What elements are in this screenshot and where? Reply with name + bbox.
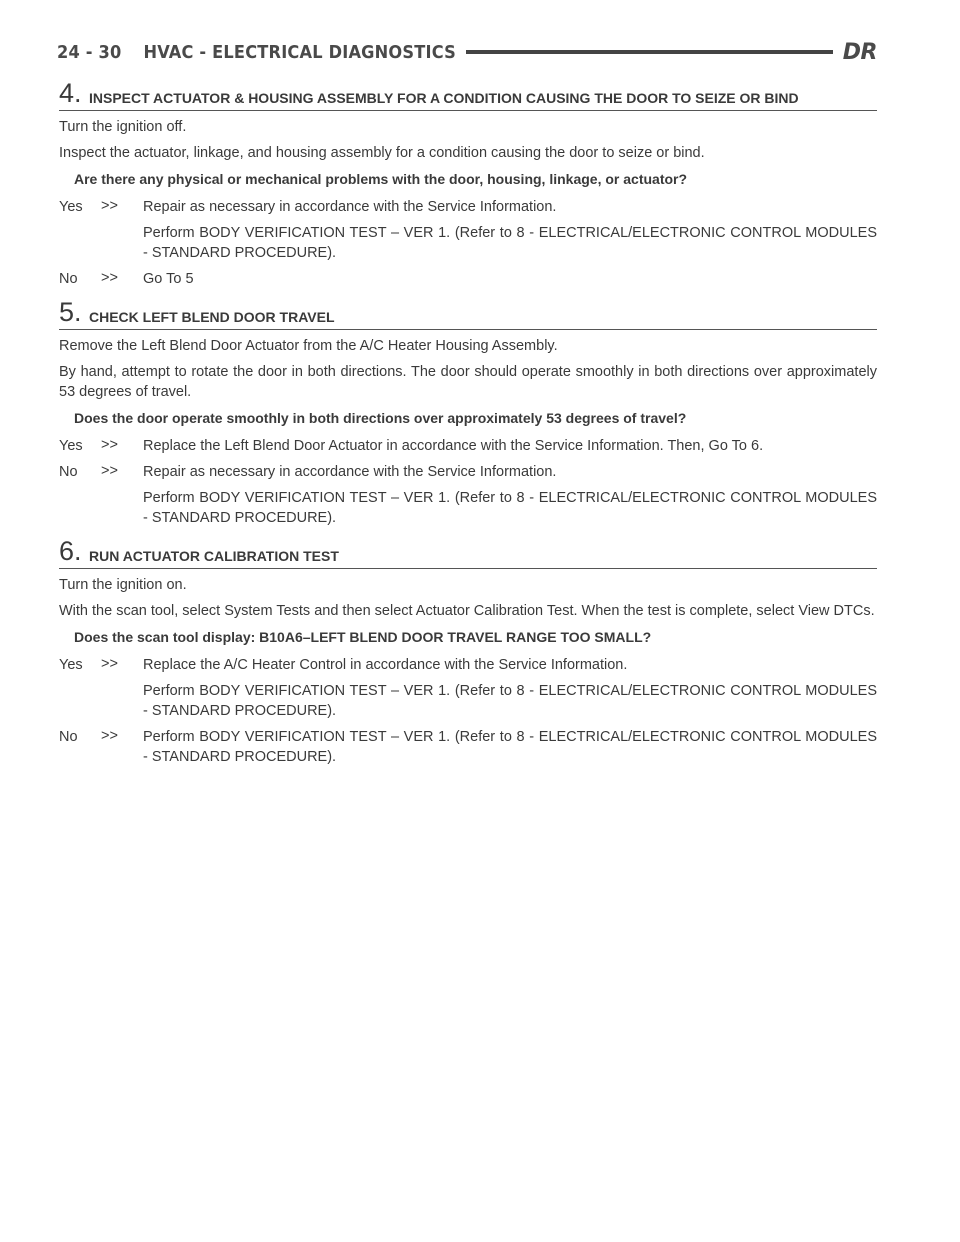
answer-line: Go To 5 xyxy=(143,271,194,287)
page-number: 24 - 30 xyxy=(57,41,122,63)
answer-label: No xyxy=(59,729,78,745)
step-question: Does the door operate smoothly in both directions over approximately 53 degrees of travel? xyxy=(74,410,687,426)
answer-line: Replace the A/C Heater Control in accordance with the Service Information. xyxy=(143,657,628,673)
step-4 xyxy=(59,80,877,289)
step-heading xyxy=(59,80,877,111)
step-5 xyxy=(59,299,877,528)
answer-label: Yes xyxy=(59,199,83,215)
step-text: Turn the ignition on. xyxy=(59,577,187,593)
answer-yes xyxy=(59,436,877,456)
answer-arrow: >> xyxy=(101,198,118,214)
answer-yes xyxy=(59,655,877,721)
answer-body xyxy=(143,197,877,263)
step-text: Turn the ignition off. xyxy=(59,119,187,135)
answer-line: Perform BODY VERIFICATION TEST – VER 1. (Refer to 8 - ELECTRICAL/ELECTRONIC CONTROL MODULES - STANDARD PROCEDURE). xyxy=(143,683,877,719)
step-question: Does the scan tool display: B10A6–LEFT BLEND DOOR TRAVEL RANGE TOO SMALL? xyxy=(74,629,652,645)
answer-no xyxy=(59,727,877,767)
header-rule xyxy=(466,50,833,54)
step-heading xyxy=(59,299,877,330)
step-title: INSPECT ACTUATOR & HOUSING ASSEMBLY FOR A CONDITION CAUSING THE DOOR TO SEIZE OR BIND xyxy=(89,90,799,106)
answer-label: No xyxy=(59,271,78,287)
answer-body xyxy=(143,655,877,721)
procedure-content xyxy=(59,80,877,777)
step-number: 4. xyxy=(59,78,82,108)
answer-yes xyxy=(59,197,877,263)
answer-no xyxy=(59,269,877,289)
answer-body xyxy=(143,269,877,289)
answer-line: Repair as necessary in accordance with the Service Information. xyxy=(143,199,557,215)
step-text: Remove the Left Blend Door Actuator from the A/C Heater Housing Assembly. xyxy=(59,338,558,354)
section-title: HVAC - ELECTRICAL DIAGNOSTICS xyxy=(143,41,456,63)
answer-label: Yes xyxy=(59,657,83,673)
step-text: By hand, attempt to rotate the door in both directions. The door should operate smoothly in both directions over approximately 53 degrees of travel. xyxy=(59,364,877,400)
page-header xyxy=(57,38,877,66)
step-6 xyxy=(59,538,877,767)
answer-arrow: >> xyxy=(101,656,118,672)
answer-line: Replace the Left Blend Door Actuator in accordance with the Service Information. Then, Go To 6. xyxy=(143,438,764,454)
answer-label: Yes xyxy=(59,438,83,454)
answer-line: Perform BODY VERIFICATION TEST – VER 1. (Refer to 8 - ELECTRICAL/ELECTRONIC CONTROL MODULES - STANDARD PROCEDURE). xyxy=(143,729,877,765)
step-title: CHECK LEFT BLEND DOOR TRAVEL xyxy=(89,309,335,325)
answer-body xyxy=(143,727,877,767)
answer-line: Perform BODY VERIFICATION TEST – VER 1. (Refer to 8 - ELECTRICAL/ELECTRONIC CONTROL MODULES - STANDARD PROCEDURE). xyxy=(143,225,877,261)
answer-label: No xyxy=(59,464,78,480)
step-text: Inspect the actuator, linkage, and housing assembly for a condition causing the door to seize or bind. xyxy=(59,145,705,161)
answer-line: Perform BODY VERIFICATION TEST – VER 1. (Refer to 8 - ELECTRICAL/ELECTRONIC CONTROL MODULES - STANDARD PROCEDURE). xyxy=(143,490,877,526)
answer-arrow: >> xyxy=(101,270,118,286)
step-text: With the scan tool, select System Tests and then select Actuator Calibration Test. When the test is complete, select View DTCs. xyxy=(59,603,875,619)
answer-arrow: >> xyxy=(101,463,118,479)
step-number: 5. xyxy=(59,297,82,327)
model-code: DR xyxy=(842,39,877,65)
answer-arrow: >> xyxy=(101,437,118,453)
step-number: 6. xyxy=(59,536,82,566)
answer-no xyxy=(59,462,877,528)
step-heading xyxy=(59,538,877,569)
answer-line: Repair as necessary in accordance with the Service Information. xyxy=(143,464,557,480)
step-title: RUN ACTUATOR CALIBRATION TEST xyxy=(89,548,339,564)
step-question: Are there any physical or mechanical problems with the door, housing, linkage, or actuator? xyxy=(74,171,688,187)
answer-body xyxy=(143,436,877,456)
answer-arrow: >> xyxy=(101,728,118,744)
answer-body xyxy=(143,462,877,528)
